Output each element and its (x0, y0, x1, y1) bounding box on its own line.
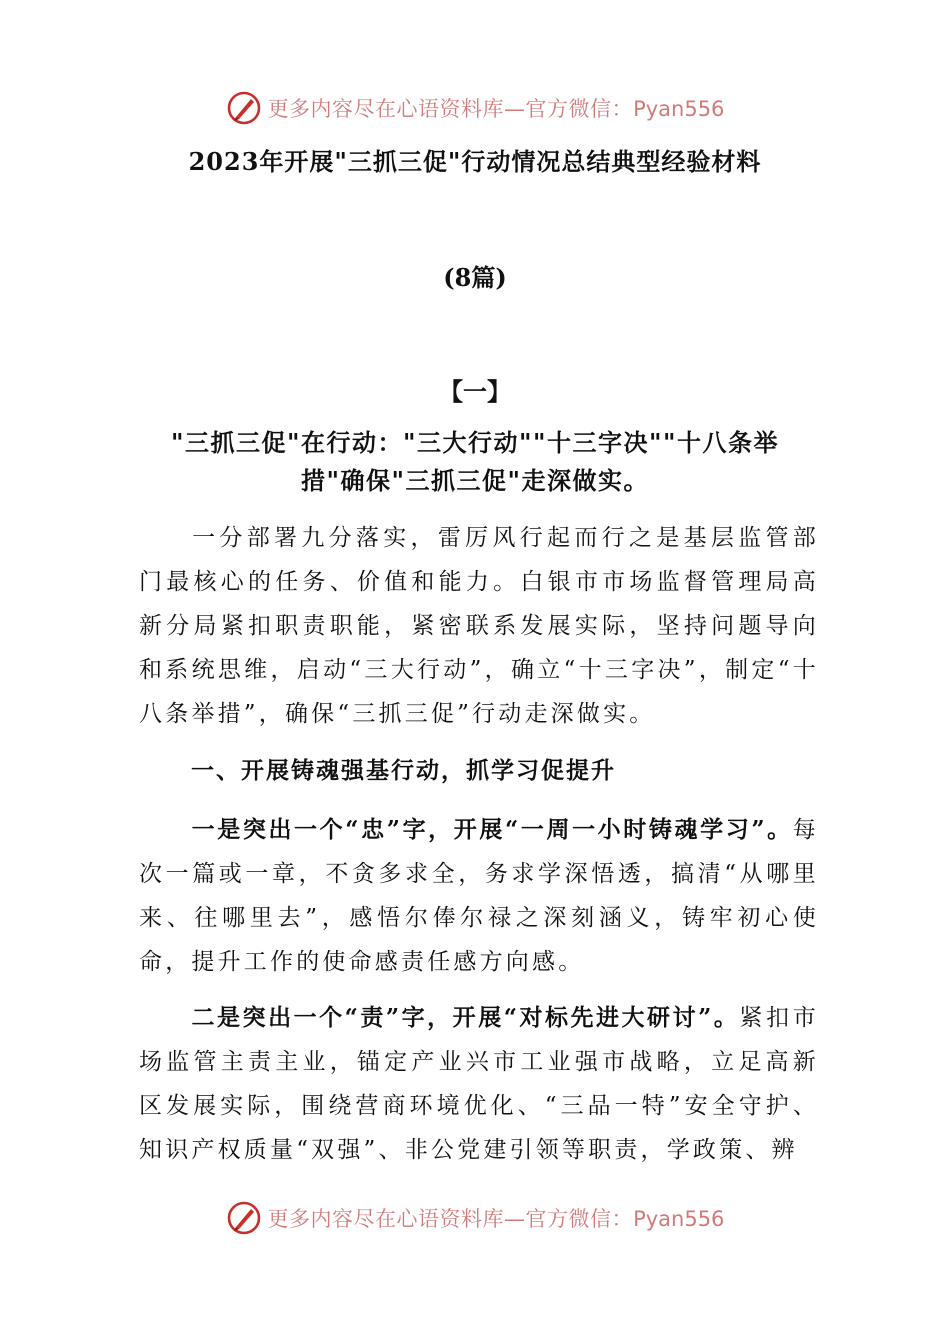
item-2-body: 紧扣市场监管主责主业，锚定产业兴市工业强市战略，立足高新区发展实际，围绕营商环境优化、“三品一特”安全守护、知识产权质量“双强”、非公党建引领等职责，学政策、辨 (139, 1005, 819, 1163)
section-title-line-2: 措"确保"三抓三促"走深做实。 (300, 466, 649, 495)
section-title (0, 424, 950, 500)
item-2-paragraph (139, 996, 819, 1172)
intro-paragraph: 一分部署九分落实，雷厉风行起而行之是基层监管部门最核心的任务、价值和能力。白银市市场监督管理局高新分局紧扣职责职能，紧密联系发展实际，坚持问题导向和系统思维，启动“三大行动”，确立“十三字决”，制定“十八条举措”，确保“三抓三促”行动走深做实。 (139, 525, 819, 727)
watermark-header (0, 88, 950, 128)
pen-logo-icon (226, 1200, 262, 1236)
watermark-footer (0, 1198, 950, 1238)
subheading-1: 一、开展铸魂强基行动，抓学习促提升 (191, 757, 616, 784)
section-title-line-1: "三抓三促"在行动："三大行动""十三字决""十八条举 (170, 428, 780, 457)
article-count: (8篇) (443, 263, 507, 292)
item-1-paragraph (139, 808, 819, 984)
item-1-body: 每次一篇或一章，不贪多求全，务求学深悟透，搞清“从哪里来、往哪里去”，感悟尔俸尔禄之深刻涵义，铸牢初心使命，提升工作的使命感责任感方向感。 (139, 817, 819, 975)
document-title: 2023年开展"三抓三促"行动情况总结典型经验材料 (188, 147, 762, 176)
item-2-lead: 二是突出一个“责”字，开展“对标先进大研讨”。 (191, 1004, 740, 1031)
watermark-text: 更多内容尽在心语资料库—官方微信：Pyan556 (267, 97, 725, 121)
section-marker: 【一】 (439, 377, 511, 406)
pen-logo-icon (226, 90, 262, 126)
item-1-lead: 一是突出一个“忠”字，开展“一周一小时铸魂学习”。 (191, 816, 793, 843)
watermark-text: 更多内容尽在心语资料库—官方微信：Pyan556 (267, 1207, 725, 1231)
